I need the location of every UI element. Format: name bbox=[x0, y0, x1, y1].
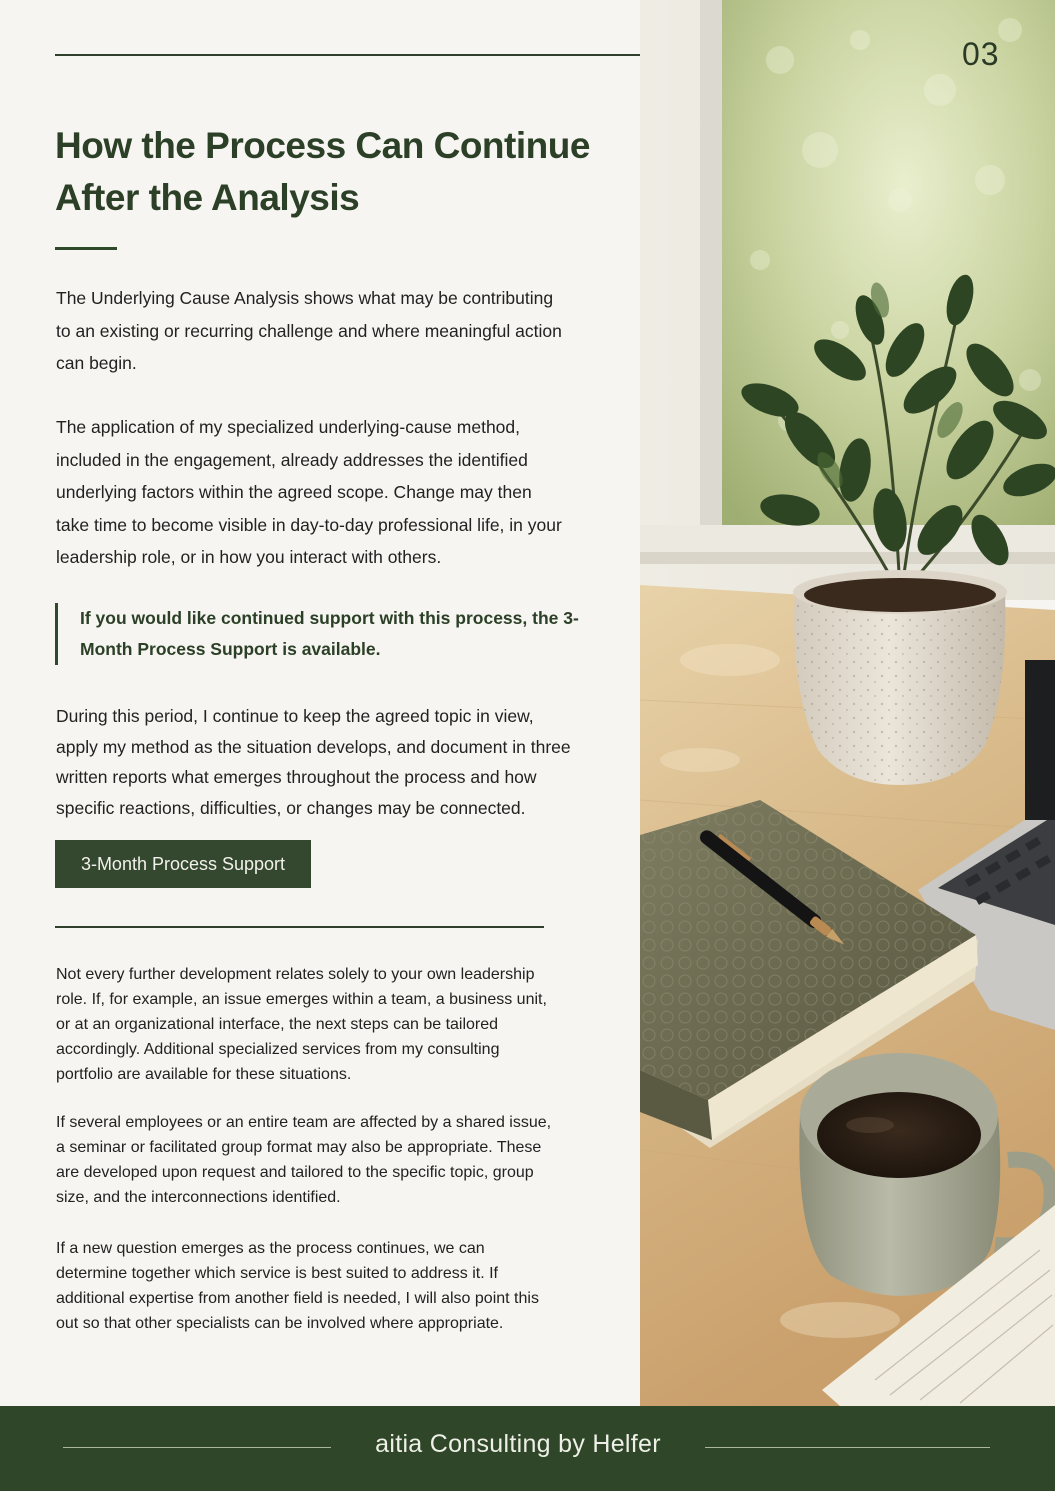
page-number: 03 bbox=[962, 36, 1000, 72]
group-format-paragraph: If several employees or an entire team are affected by a shared issue, a seminar or facilitated group format may also be appropriate. These are developed upon request and tailored to the specific topic, group size, and the interconnections identified. bbox=[56, 1114, 552, 1206]
footer bbox=[0, 1406, 1055, 1491]
intro-paragraph: The Underlying Cause Analysis shows what may be contributing to an existing or recurring challenge and where meaningful action can begin. bbox=[56, 288, 562, 373]
desk-photo bbox=[640, 0, 1055, 1406]
footer-brand: aitia Consulting by Helfer bbox=[375, 1430, 661, 1458]
footer-rule-left bbox=[63, 1447, 331, 1448]
page-title-line-1: How the Process Can Continue bbox=[55, 125, 590, 166]
support-callout bbox=[55, 603, 600, 665]
support-period-paragraph: During this period, I continue to keep the agreed topic in view, apply my method as the situation develops, and document in three written reports what emerges throughout the process and how specific reactions, difficulties, or changes may be connected. bbox=[56, 706, 571, 818]
callout-text: If you would like continued support with this process, the 3-Month Process Support is available. bbox=[80, 608, 579, 659]
process-support-button[interactable]: 3-Month Process Support bbox=[55, 840, 311, 888]
page-title-line-2: After the Analysis bbox=[55, 177, 360, 218]
section-divider bbox=[55, 926, 544, 928]
page-title bbox=[55, 120, 615, 224]
method-paragraph: The application of my specialized underlying-cause method, included in the engagement, already addresses the identified underlying factors within the agreed scope. Change may then take time to become visible in day-to-day professional life, in your leadership role, or in how you interact with others. bbox=[56, 417, 562, 567]
title-accent-bar bbox=[55, 247, 117, 250]
footer-rule-right bbox=[705, 1447, 990, 1448]
further-development-paragraph: Not every further development relates solely to your own leadership role. If, for example, an issue emerges within a team, a business unit, or at an organizational interface, the next steps can be tailored accordingly. Additional specialized services from my consulting portfolio are available for these situations. bbox=[56, 966, 547, 1083]
new-question-paragraph: If a new question emerges as the process continues, we can determine together which service is best suited to address it. If additional expertise from another field is needed, I will also point this out so that other specialists can be involved where appropriate. bbox=[56, 1240, 539, 1332]
